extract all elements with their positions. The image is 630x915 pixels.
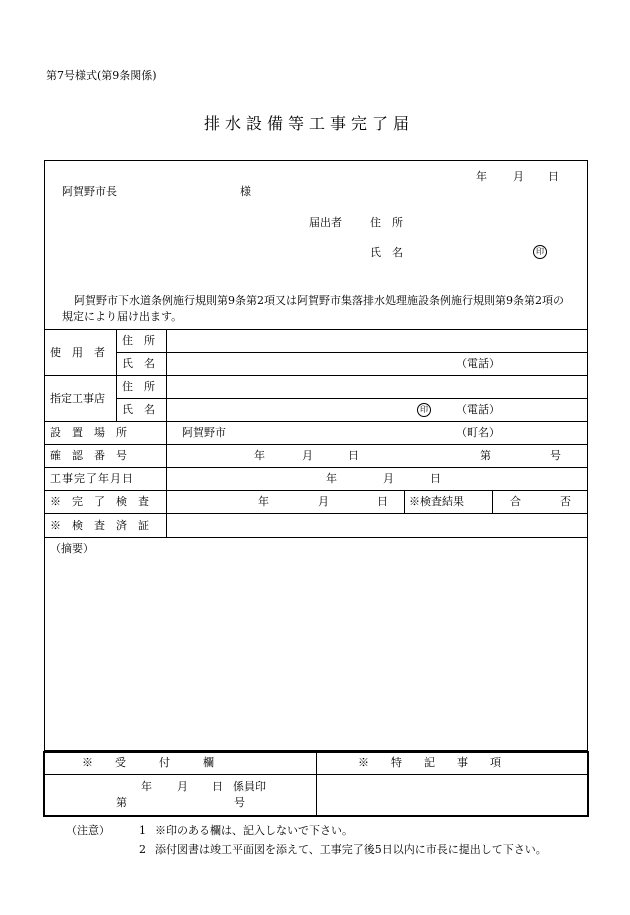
applicant-label: 届出者 bbox=[309, 216, 342, 229]
confirmation-year[interactable]: 年 bbox=[254, 449, 265, 462]
installation-place-label: 設 置 場 所 bbox=[50, 426, 127, 439]
certificate-field[interactable] bbox=[168, 515, 586, 535]
confirmation-go: 号 bbox=[550, 449, 561, 462]
certificate-label: ※ 検 査 済 証 bbox=[50, 519, 149, 532]
special-notes-label: ※ 特 記 事 項 bbox=[358, 756, 501, 769]
note-2-text: 添付図書は竣工平面図を添えて、工事完了後5日以内に市長に提出して下さい。 bbox=[155, 843, 547, 856]
page-title: 排水設備等工事完了届 bbox=[203, 114, 415, 133]
contractor-label: 指定工事店 bbox=[50, 392, 105, 405]
reception-go: 号 bbox=[234, 796, 245, 809]
note-1-text: ※印のある欄は、記入しないで下さい。 bbox=[155, 824, 353, 837]
installation-place-field[interactable] bbox=[240, 423, 450, 443]
notes-label: （注意） bbox=[66, 824, 110, 837]
inspection-year[interactable]: 年 bbox=[258, 495, 269, 508]
user-address-field[interactable] bbox=[168, 331, 586, 351]
inspection-result-label: ※検査結果 bbox=[409, 495, 464, 508]
statement: 阿賀野市下水道条例施行規則第9条第2項又は阿賀野市集落排水処理施設条例施行規則第9条第2項の規定により届け出ます。 bbox=[62, 294, 564, 323]
honorific: 様 bbox=[240, 185, 251, 198]
reception-label: ※ 受 付 欄 bbox=[82, 756, 214, 769]
confirmation-dai: 第 bbox=[480, 449, 491, 462]
contractor-name-label: 氏 名 bbox=[122, 403, 155, 416]
user-name-label: 氏 名 bbox=[122, 357, 155, 370]
completion-day[interactable]: 日 bbox=[430, 472, 441, 485]
contractor-address-label: 住 所 bbox=[122, 380, 155, 393]
contractor-seal-icon: 印 bbox=[417, 403, 431, 417]
user-phone-label: （電話） bbox=[456, 357, 500, 370]
installation-town-label: （町名） bbox=[456, 426, 500, 439]
contractor-phone-label: （電話） bbox=[456, 403, 500, 416]
officer-seal-label: 係員印 bbox=[233, 780, 266, 793]
installation-city: 阿賀野市 bbox=[182, 426, 226, 439]
form-number: 第7号様式(第9条関係) bbox=[46, 69, 157, 82]
applicant-seal-icon: 印 bbox=[533, 245, 547, 259]
inspection-pass[interactable]: 合 bbox=[510, 495, 521, 508]
inspection-month[interactable]: 月 bbox=[318, 495, 329, 508]
inspection-day[interactable]: 日 bbox=[377, 495, 388, 508]
summary-label: （摘要） bbox=[50, 542, 94, 555]
note-1-number: 1 bbox=[139, 824, 146, 837]
header-month[interactable]: 月 bbox=[513, 170, 524, 183]
inspection-label: ※ 完 了 検 査 bbox=[50, 495, 149, 508]
reception-day[interactable]: 日 bbox=[212, 780, 223, 793]
user-address-label: 住 所 bbox=[122, 334, 155, 347]
reception-dai: 第 bbox=[116, 796, 127, 809]
confirmation-number-label: 確 認 番 号 bbox=[50, 449, 127, 462]
header-year[interactable]: 年 bbox=[476, 170, 487, 183]
note-2-number: 2 bbox=[139, 843, 146, 856]
reception-month[interactable]: 月 bbox=[177, 780, 188, 793]
inspection-fail[interactable]: 否 bbox=[560, 495, 571, 508]
header-day[interactable]: 日 bbox=[548, 170, 559, 183]
applicant-name-label: 氏 名 bbox=[370, 246, 403, 259]
contractor-name-field[interactable] bbox=[168, 400, 408, 420]
addressee: 阿賀野市長 bbox=[62, 185, 117, 198]
reception-year[interactable]: 年 bbox=[141, 780, 152, 793]
user-label: 使 用 者 bbox=[50, 346, 105, 359]
confirmation-day[interactable]: 日 bbox=[348, 449, 359, 462]
completion-date-label: 工事完了年月日 bbox=[50, 472, 134, 485]
applicant-address-label: 住 所 bbox=[370, 216, 403, 229]
user-name-field[interactable] bbox=[168, 354, 448, 374]
completion-month[interactable]: 月 bbox=[383, 472, 394, 485]
summary-field[interactable] bbox=[46, 560, 586, 748]
confirmation-month[interactable]: 月 bbox=[302, 449, 313, 462]
completion-year[interactable]: 年 bbox=[326, 472, 337, 485]
contractor-address-field[interactable] bbox=[168, 377, 586, 397]
special-notes-field[interactable] bbox=[318, 776, 586, 815]
